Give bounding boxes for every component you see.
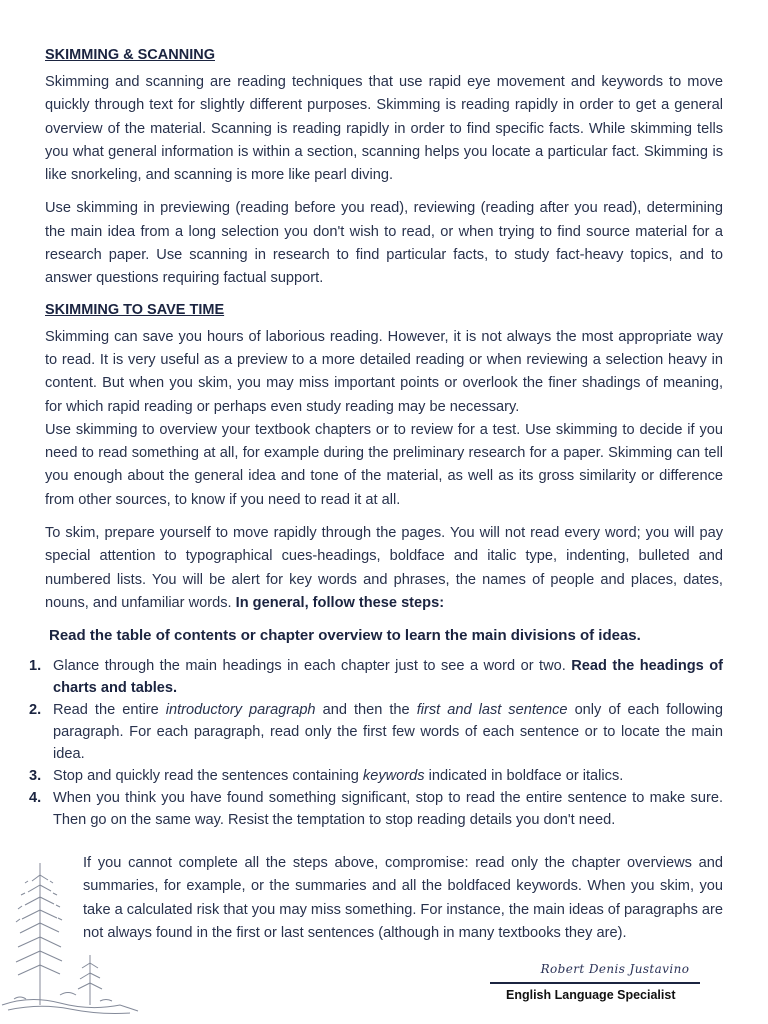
list-text: Glance through the main headings in each chapter just to see a word or two. — [53, 658, 572, 675]
paragraph: Use skimming in previewing (reading before you read), reviewing (reading after you read), determining the main idea from a long selection you don't wish to read, or when trying to find source material for a research paper. Use scanning in research to find particular facts, to study fact-heavy topics, and to answer questions requiring factual support. — [45, 200, 723, 287]
list-bold-text: Read the headings of charts and tables. — [53, 658, 723, 697]
list-number: 4. — [29, 790, 42, 807]
list-text: When you think you have found something significant, stop to read the entire sentence to make sure. Then go on the same way. Resist the temptation to stop reading details you don't need. — [53, 790, 723, 829]
list-text: only of each following paragraph. For each paragraph, read only the first few words of each sentence or to locate the main idea. — [53, 702, 723, 763]
list-text: indicated in boldface or italics. — [424, 768, 624, 785]
list-text: Read the entire — [53, 702, 166, 719]
list-item — [29, 699, 723, 765]
paragraph: Skimming and scanning are reading techniques that use rapid eye movement and keywords to move quickly through text for slightly different purposes. Skimming is reading rapidly in order to get a general overview of the material. Scanning is reading rapidly in order to find specific facts. While skimming tells you what general information is within a section, scanning helps you locate a particular fact. Skimming is like snorkeling, and scanning is more like pearl diving. — [45, 74, 723, 184]
list-item — [29, 765, 723, 787]
paragraph-bold-text: In general, follow these steps: — [235, 594, 445, 611]
list-number: 1. — [29, 658, 42, 675]
signature: Robert Denis Justavino — [540, 962, 690, 976]
signature-block — [490, 962, 720, 1002]
steps-list — [29, 655, 723, 831]
lead-instruction: Read the table of contents or chapter overview to learn the main divisions of ideas. — [49, 627, 641, 645]
paragraph-text: To skim, prepare yourself to move rapidly through the pages. You will not read every word; you will pay special attention to typographical cues-headings, boldface and italic type, indenting, bulleted and numbered lists. You will be alert for key words and phrases, the names of people and places, dates, nouns, and unfamiliar words. — [45, 525, 723, 611]
list-item — [29, 655, 723, 699]
list-number: 2. — [29, 702, 42, 719]
closing-paragraph: If you cannot complete all the steps above, compromise: read only the chapter overviews and summaries, for example, or the summaries and all the boldfaced keywords. When you skim, you take a calculated risk that you may miss something. For instance, the main ideas of paragraphs are not always found in the first or last sentences (although in many textbooks they are). — [83, 855, 724, 941]
list-italic-text: keywords — [362, 768, 425, 785]
paragraph — [45, 522, 723, 615]
list-italic-text: first and last sentence — [416, 702, 568, 719]
document-body — [29, 46, 723, 831]
section-heading-skimming-to-save-time: SKIMMING TO SAVE TIME — [45, 301, 225, 318]
list-text: Stop and quickly read the sentences containing — [53, 768, 363, 785]
list-item — [29, 787, 723, 831]
signature-line — [490, 982, 700, 984]
list-text: and then the — [315, 702, 417, 719]
section-heading-skimming-scanning: SKIMMING & SCANNING — [45, 47, 215, 63]
list-italic-text: introductory paragraph — [165, 702, 316, 719]
list-number: 3. — [29, 768, 42, 785]
paragraph: Skimming can save you hours of laborious reading. However, it is not always the most appropriate way to read. It is very useful as a preview to a more detailed reading or when reviewing a selection heavy in content. But when you skim, you may miss important points or overlook the finer shadings of meaning, for which rapid reading or perhaps even study reading may be necessary. — [45, 328, 723, 415]
author-role: English Language Specialist — [506, 987, 676, 1002]
paragraph: Use skimming to overview your textbook chapters or to review for a test. Use skimming to decide if you need to read something at all, for example during the preliminary research for a paper. Skimming can tell you enough about the general idea and tone of the material, as well as its gross similarity or difference from other sources, to know if you need to read it at all. — [45, 421, 723, 508]
